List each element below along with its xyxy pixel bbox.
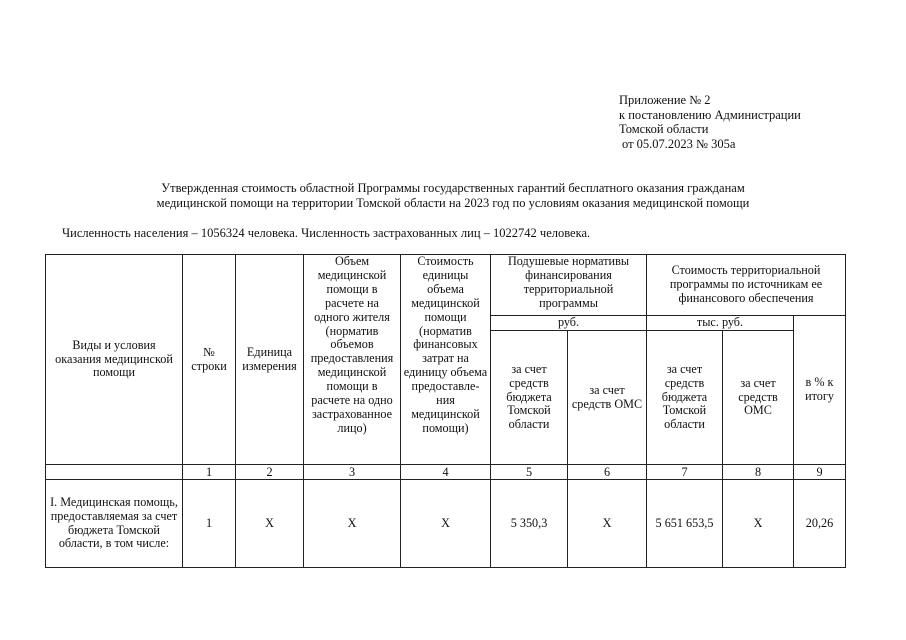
row-percent: 20,26 bbox=[794, 480, 846, 568]
row-kind: I. Медицинская помощь, предоставляемая за счет бюджета Томской области, в том числе: bbox=[46, 480, 183, 568]
appendix-line: Приложение № 2 bbox=[619, 93, 711, 107]
row-total-oms: X bbox=[723, 480, 794, 568]
title-line: медицинской помощи на территории Томской области на 2023 год по условиям оказания медицинской помощи bbox=[156, 195, 750, 210]
column-number bbox=[46, 465, 183, 480]
header-per-capita-group: Подушевые нормативы финансирования территориальной программы bbox=[491, 255, 647, 316]
table-row bbox=[46, 480, 846, 568]
header-total-group: Стоимость территориальной программы по источникам ее финансового обеспечения bbox=[647, 255, 846, 316]
row-cost: X bbox=[401, 480, 491, 568]
row-unit: X bbox=[236, 480, 304, 568]
column-number: 2 bbox=[236, 465, 304, 480]
row-per-capita-oms: X bbox=[568, 480, 647, 568]
header-volume: Объем медицинской помощи в расчете на одного жителя (норматив объемов предоставления медицинской помощи в расчете на одно застрахованное лицо) bbox=[304, 255, 401, 465]
header-total-oms: за счет средств ОМС bbox=[723, 331, 794, 465]
header-percent: в % к итогу bbox=[794, 316, 846, 465]
header-total-unit: тыс. руб. bbox=[647, 316, 794, 331]
cost-table bbox=[45, 254, 846, 568]
header-kind: Виды и условия оказания медицинской помощи bbox=[46, 255, 183, 465]
row-per-capita-budget: 5 350,3 bbox=[491, 480, 568, 568]
row-number: 1 bbox=[183, 480, 236, 568]
header-per-capita-unit: руб. bbox=[491, 316, 647, 331]
column-number: 7 bbox=[647, 465, 723, 480]
row-total-budget: 5 651 653,5 bbox=[647, 480, 723, 568]
header-cost: Стоимость единицы объема медицинской помощи (норматив финансовых затрат на единицу объема предоставле- ния медицинской помощи) bbox=[401, 255, 491, 465]
column-number: 1 bbox=[183, 465, 236, 480]
row-volume: X bbox=[304, 480, 401, 568]
appendix-line: от 05.07.2023 № 305а bbox=[622, 136, 736, 151]
header-per-capita-budget: за счет средств бюджета Томской области bbox=[491, 331, 568, 465]
column-number: 8 bbox=[723, 465, 794, 480]
column-number: 9 bbox=[794, 465, 846, 480]
document-title bbox=[100, 181, 806, 210]
column-number: 3 bbox=[304, 465, 401, 480]
header-total-budget: за счет средств бюджета Томской области bbox=[647, 331, 723, 465]
population-text: Численность населения – 1056324 человека. Численность застрахованных лиц – 1022742 человека. bbox=[62, 226, 591, 240]
column-number: 4 bbox=[401, 465, 491, 480]
title-line: Утвержденная стоимость областной Программы государственных гарантий бесплатного оказания гражданам bbox=[161, 181, 745, 195]
header-row-no: № строки bbox=[183, 255, 236, 465]
column-number: 5 bbox=[491, 465, 568, 480]
column-number: 6 bbox=[568, 465, 647, 480]
appendix-line: к постановлению Администрации bbox=[619, 107, 801, 122]
appendix-line: Томской области bbox=[619, 122, 709, 137]
appendix-block bbox=[619, 93, 801, 151]
header-per-capita-oms: за счет средств ОМС bbox=[568, 331, 647, 465]
header-unit: Единица измерения bbox=[236, 255, 304, 465]
